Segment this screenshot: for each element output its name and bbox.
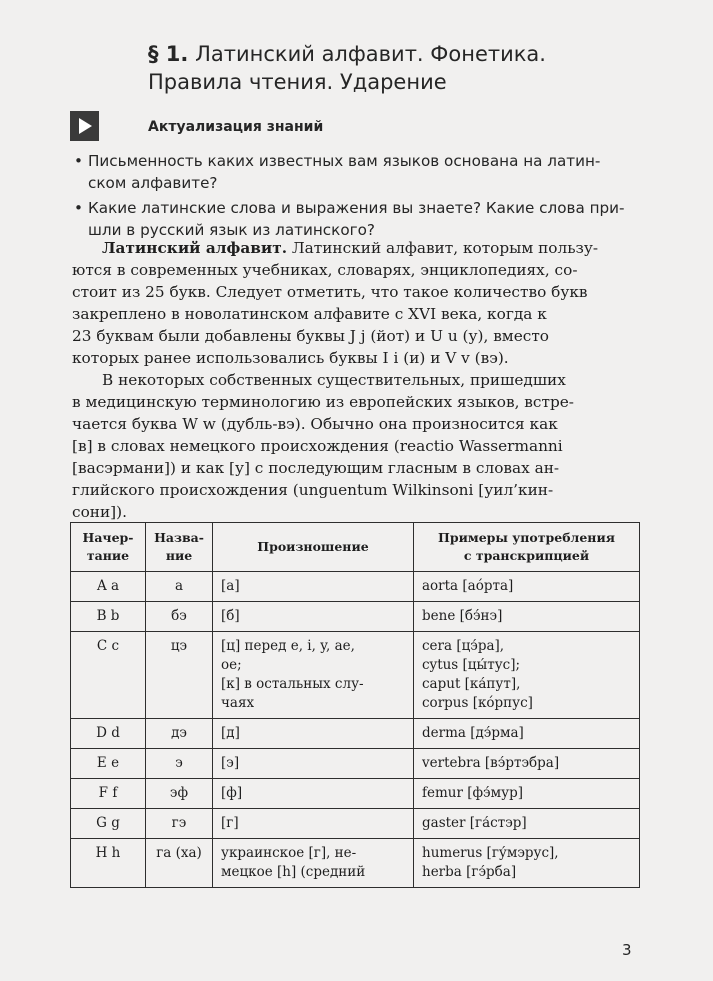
- letter-cell: G g: [71, 809, 146, 839]
- name-cell: дэ: [146, 719, 213, 749]
- actualization-title: Актуализация знаний: [148, 119, 324, 135]
- letter-cell: A a: [71, 572, 146, 602]
- header-name: Назва- ние: [146, 523, 213, 572]
- table-row: [71, 779, 640, 809]
- paragraph-line: сони]).: [72, 503, 127, 521]
- heading-line-2: Правила чтения. Ударение: [148, 70, 447, 94]
- examples-cell: derma [дэ́рма]: [414, 719, 640, 749]
- examples-cell: aorta [аóрта]: [414, 572, 640, 602]
- paragraph-line: [72, 237, 642, 259]
- pronunciation-cell: [а]: [213, 572, 414, 602]
- examples-cell: bene [бэ́нэ]: [414, 602, 640, 632]
- examples-cell: cera [цэ́ра], cytus [цы́тус]; caput [ка́пут], corpus [кóрпус]: [414, 632, 640, 719]
- pronunciation-cell: [д]: [213, 719, 414, 749]
- bullet-icon: •: [74, 199, 83, 217]
- name-cell: гэ: [146, 809, 213, 839]
- paragraph-line: глийского происхождения (unguentum Wilkinsoni [уил’кин-: [72, 481, 554, 499]
- heading-line-1: [148, 40, 628, 68]
- pronunciation-cell: [ц] перед e, i, y, ae, oe; [к] в остальных слу- чаях: [213, 632, 414, 719]
- examples-cell: vertebra [вэ́ртэбра]: [414, 749, 640, 779]
- paragraph-line: ются в современных учебниках, словарях, энциклопедиях, со-: [72, 261, 578, 279]
- table-header-row: [71, 523, 640, 572]
- name-cell: а: [146, 572, 213, 602]
- pronunciation-cell: [г]: [213, 809, 414, 839]
- paragraph-line: которых ранее использовались буквы I i (и) и V v (вэ).: [72, 349, 509, 367]
- paragraph-line: в медицинскую терминологию из европейских языков, встре-: [72, 393, 574, 411]
- paragraph-line: [в] в словах немецкого происхождения (reactio Wassermanni: [72, 437, 563, 455]
- header-examples: Примеры употребления с транскрипцией: [414, 523, 640, 572]
- letter-cell: D d: [71, 719, 146, 749]
- pronunciation-cell: [б]: [213, 602, 414, 632]
- examples-cell: femur [фэ́мур]: [414, 779, 640, 809]
- section-heading: [148, 40, 628, 96]
- body-text: [72, 237, 642, 523]
- pronunciation-cell: [ф]: [213, 779, 414, 809]
- question-item: [74, 197, 654, 241]
- table-row: [71, 572, 640, 602]
- question-line: Письменность каких известных вам языков основана на латин-: [88, 152, 601, 170]
- header-letter: Начер- тание: [71, 523, 146, 572]
- name-cell: га (ха): [146, 839, 213, 888]
- header-pronunciation: Произношение: [213, 523, 414, 572]
- paragraph-line: 23 буквам были добавлены буквы J j (йот) и U u (у), вместо: [72, 327, 549, 345]
- name-cell: э: [146, 749, 213, 779]
- question-line: ском алфавите?: [88, 174, 218, 192]
- pronunciation-cell: [э]: [213, 749, 414, 779]
- letter-cell: C c: [71, 632, 146, 719]
- paragraph-line: В некоторых собственных существительных, пришедших: [102, 371, 566, 389]
- name-cell: эф: [146, 779, 213, 809]
- heading-text-1: Латинский алфавит. Фонетика.: [195, 42, 546, 66]
- table-row: [71, 839, 640, 888]
- paragraph-line: закреплено в новолатинском алфавите с XVI века, когда к: [72, 305, 547, 323]
- paragraph-lead: Латинский алфавит.: [102, 239, 288, 257]
- question-line: Какие латинские слова и выражения вы знаете? Какие слова при-: [88, 199, 625, 217]
- table-row: [71, 719, 640, 749]
- paragraph-line: стоит из 25 букв. Следует отметить, что такое количество букв: [72, 283, 588, 301]
- examples-cell: gaster [га́стэр]: [414, 809, 640, 839]
- name-cell: бэ: [146, 602, 213, 632]
- pronunciation-cell: украинское [г], не- мецкое [h] (средний: [213, 839, 414, 888]
- name-cell: цэ: [146, 632, 213, 719]
- letter-cell: B b: [71, 602, 146, 632]
- alphabet-table: [70, 522, 640, 888]
- page-number: 3: [622, 941, 632, 959]
- letter-cell: E e: [71, 749, 146, 779]
- bullet-icon: •: [74, 152, 83, 170]
- table-row: [71, 749, 640, 779]
- section-mark: § 1.: [148, 42, 189, 66]
- table-row: [71, 602, 640, 632]
- table-row: [71, 632, 640, 719]
- question-item: [74, 150, 654, 194]
- letter-cell: H h: [71, 839, 146, 888]
- table-row: [71, 809, 640, 839]
- examples-cell: humerus [гу́мэрус], herba [гэ́рба]: [414, 839, 640, 888]
- letter-cell: F f: [71, 779, 146, 809]
- paragraph-line: чается буква W w (дубль-вэ). Обычно она произносится как: [72, 415, 558, 433]
- question-line: шли в русский язык из латинского?: [88, 221, 375, 239]
- paragraph-text: Латинский алфавит, которым пользу-: [287, 239, 599, 257]
- paragraph-line: [васэрмани]) и как [у] с последующим гласным в словах ан-: [72, 459, 560, 477]
- question-list: [74, 150, 654, 244]
- play-icon: [70, 111, 99, 141]
